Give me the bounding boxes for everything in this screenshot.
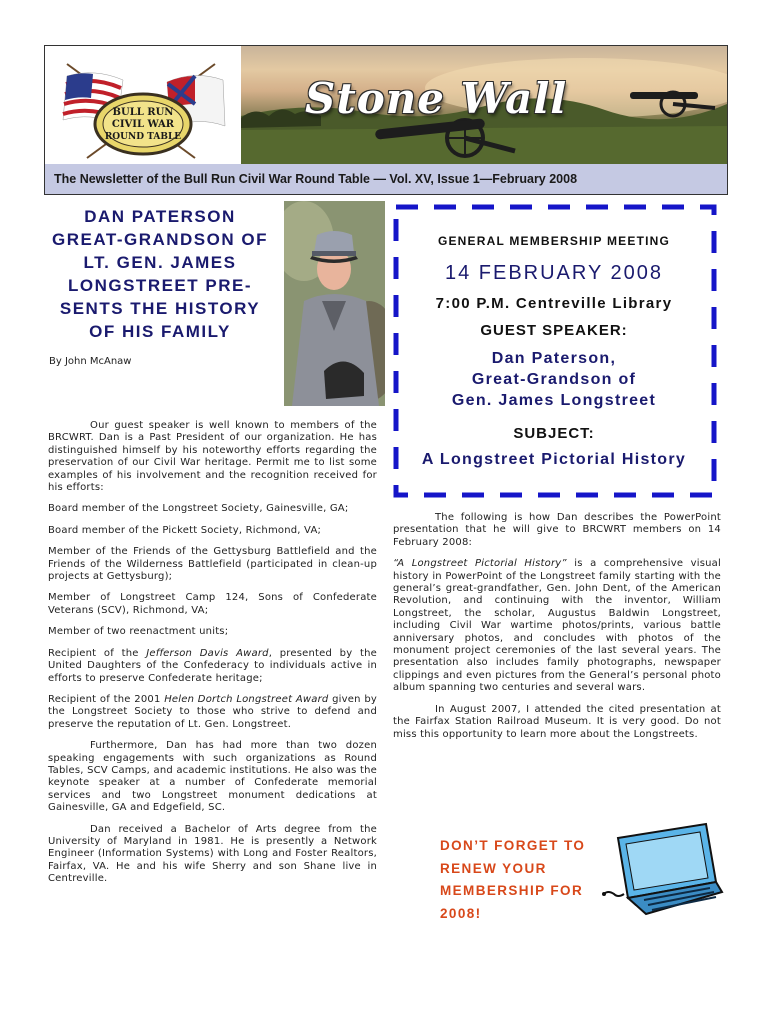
text-run: Recipient of the 2001 [48, 693, 165, 705]
headline-line: LT. GEN. JAMES [83, 253, 237, 272]
meeting-announcement [398, 222, 710, 469]
article-paragraph: Board member of the Longstreet Society, Gainesville, GA; [48, 503, 349, 515]
article-paragraph [48, 694, 377, 731]
headline-line: GREAT-GRANDSON OF [52, 230, 268, 249]
headline-line: LONGSTREET PRE- [67, 276, 252, 295]
article-headline [44, 205, 276, 343]
presentation-title: “A Longstreet Pictorial History” [393, 558, 567, 570]
article-byline: By John McAnaw [49, 356, 132, 367]
article-paragraph [48, 648, 377, 685]
guest-speaker-name [398, 348, 710, 411]
renew-line: RENEW YOUR [440, 860, 547, 876]
logo-text-line: ROUND TABLE [104, 132, 182, 142]
laptop-icon [598, 820, 726, 922]
article-paragraph: In August 2007, I attended the cited presentation at the Fairfax Station Railroad Museum. It is very good. Do not miss this opportunity to learn more about the Longstreets. [393, 703, 721, 740]
speaker-photo [284, 201, 385, 406]
article-body-right [393, 512, 721, 750]
masthead-title: Stone Wall [305, 74, 568, 123]
text-run: , presented by the United Daughters of the Confederacy to individuals active in efforts to preserve Confederate heritage; [48, 647, 377, 684]
round-table-logo [45, 46, 241, 164]
speaker-line: Great-Grandson of [471, 371, 637, 388]
logo-text-line: BULL RUN [112, 107, 174, 118]
award-name: Helen Dortch Longstreet Award [164, 693, 329, 705]
text-run: Recipient of the [48, 647, 147, 659]
issue-subtitle: The Newsletter of the Bull Run Civil War Round Table — Vol. XV, Issue 1—February 2008 [54, 172, 578, 186]
presentation-topic: A Longstreet Pictorial History [421, 451, 687, 468]
article-paragraph: Furthermore, Dan has had more than two dozen speaking engagements with such organizations as Round Tables, SCV Camps, and academic institutions. He also was the keynote speaker at a number of Confederate memorial services and two Longstreet monument dedications at Gainesville, GA and Edgefield, SC. [48, 740, 377, 814]
headline-line: OF HIS FAMILY [89, 322, 231, 341]
guest-speaker-label: GUEST SPEAKER: [480, 322, 628, 339]
article-paragraph: Member of Longstreet Camp 124, Sons of Confederate Veterans (SCV), Richmond, VA; [48, 592, 377, 616]
article-body-left [48, 420, 377, 895]
subject-label: SUBJECT: [513, 425, 595, 442]
article-paragraph: Board member of the Pickett Society, Richmond, VA; [48, 524, 322, 536]
article-paragraph: Member of the Friends of the Gettysburg Battlefield and the Friends of the Wilderness Battlefield (participated in clean-up projects at Gettysburg); [48, 546, 377, 583]
newsletter-banner [44, 45, 728, 165]
renew-line: MEMBERSHIP FOR [440, 883, 584, 898]
renew-line: DON’T FORGET TO [440, 838, 586, 853]
article-paragraph: The following is how Dan describes the PowerPoint presentation that he will give to BRCWRT members on 14 February 2008: [393, 512, 721, 548]
meeting-heading: GENERAL MEMBERSHIP MEETING [437, 234, 671, 248]
article-paragraph: Dan received a Bachelor of Arts degree from the University of Maryland in 1981. He is presently a Network Engineer (Information Systems) with Long and Foster Realtors, Fairfax, VA. He and his wife Sherry and son Shane live in Centreville. [48, 823, 377, 885]
renew-line: 2008! [440, 905, 482, 921]
text-run: is a comprehensive visual history in PowerPoint of the Longstreet family starting with the general’s great-grandfather, Gen. John Dent, of the American Revolution, and continuing with the inventor, William Longstreet, the scholar, Augustus Baldwin Longstreet, including Civil War wartime photos/prints, various battle anniversary photos, and concludes with photos of the monument project ceremonies of the last several years. The presentation also includes family photographs, newspaper clippings and even pictures from the General’s personal photo album spanning two centuries and several wars. [393, 558, 721, 694]
meeting-time-location: 7:00 P.M. Centreville Library [435, 295, 673, 312]
headline-line: DAN PATERSON [84, 207, 236, 226]
speaker-line: Gen. James Longstreet [451, 392, 657, 409]
renew-membership-reminder [440, 835, 610, 925]
article-paragraph [393, 558, 721, 694]
meeting-date: 14 FEBRUARY 2008 [444, 262, 664, 284]
issue-subtitle-bar [44, 164, 728, 195]
award-name: Jefferson Davis Award [146, 647, 269, 659]
article-paragraph: Our guest speaker is well known to members of the BRCWRT. Dan is a Past President of our organization. He has distinguished himself by his noteworthy efforts regarding the preservation of our Civil War heritage. Permit me to list some examples of his involvement and the recognition received for his efforts: [48, 420, 377, 494]
headline-line: SENTS THE HISTORY [59, 299, 261, 318]
logo-text-line: CIVIL WAR [111, 119, 175, 130]
text-run: given by the Longstreet Society to those who strive to defend and preserve the reputation of Lt. Gen. Longstreet. [48, 693, 377, 730]
speaker-line: Dan Paterson, [491, 350, 617, 367]
article-paragraph: Member of two reenactment units; [48, 626, 229, 638]
